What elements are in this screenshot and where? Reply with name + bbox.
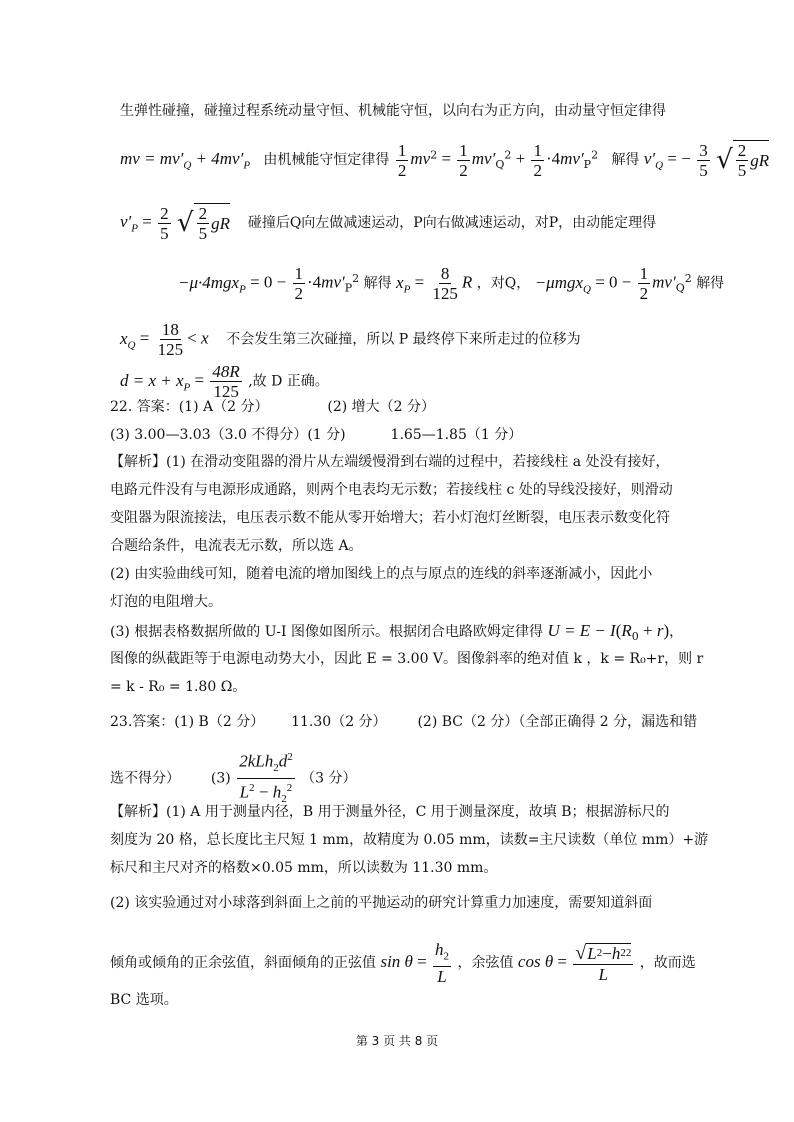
momentum-equation-line: mv = $mv'_Q + 4mv'_P$ 由机械能守恒定律得 $\frac{1}{2}$ $mv^2$ = $\frac{1}{2}$ $mv'_Q^2$ + $\frac{1}{2}$ $\cdot 4mv'_P^2$ 解得 $v'_Q$ = − $\frac{3}{5}$ √ 2 5 gR — [120, 140, 770, 180]
page-footer: 第 3 页 共 8 页 — [355, 1034, 439, 1048]
xq-line: $x_Q$ = $\frac{18}{125}$ < x 不会发生第三次碰撞，所以 P 最终停下来所走过的位移为 — [120, 320, 581, 359]
q23-answer-line: 23.答案：(1) B（2 分） 11.30（2 分） (2) BC（2 分）（全部正确得 2 分，漏选和错 — [110, 714, 698, 730]
analysis-line: (2) 该实验通过对小球落到斜面上之前的平抛运动的研究计算重力加速度，需要知道斜面 — [110, 895, 653, 911]
ohm-law-line: (3) 根据表格数据所做的 U-I 图像如图所示。根据闭合电路欧姆定律得 $U = E - I(R_0 + r)$， — [110, 621, 684, 643]
analysis-line: = k - R₀ = 1.80 Ω。 — [110, 679, 247, 695]
q23-formula-line: 选不得分） (3) $2kLh_2d^2$ $L^2 - h_2^2$ （3 分） — [110, 748, 357, 809]
analysis-line: 变阻器为限流接法，电压表示数不能从零开始增大；若小灯泡灯丝断裂，电压表示数变化符 — [110, 510, 670, 526]
analysis-line: 刻度为 20 格，总长度比主尺短 1 mm，故精度为 0.05 mm，读数=主尺读数（单位 mm）+游 — [110, 832, 709, 848]
q22-answer-line: 22. 答案：(1) A（2 分） (2) 增大（2 分） — [110, 399, 436, 415]
analysis-line: 标尺和主尺对齐的格数×0.05 mm，所以读数为 11.30 mm。 — [110, 860, 498, 876]
trig-line: 倾角或倾角的正余弦值，斜面倾角的正弦值 sin θ = $\frac{h_2}{L}$ ，余弦值 cos θ = √ L 2 − h 2 2 L ，故而选 — [110, 940, 696, 987]
work-energy-line: −μ·4mgx$_P$ = 0 − $\frac{1}{2}$ $\cdot 4mv'_P^2$ 解得 $x_P$ = $\frac{8}{125}$ R ，对Q， −μmgx$_Q$ = 0 − $\frac{1}{2}$ $mv'_Q^2$ 解得 — [178, 264, 725, 303]
q22-answer-line-2: (3) 3.00—3.03（3.0 不得分）(1 分) 1.65—1.85（1 分） — [110, 427, 523, 443]
analysis-line: 【解析】(1) A 用于测量内径，B 用于测量外径，C 用于测量深度，故填 B；根据游标尺的 — [110, 804, 670, 820]
analysis-line: 图像的纵截距等于电源电动势大小，因此 E = 3.00 V。图像斜率的绝对值 k ，k = R₀+r，则 r — [110, 651, 704, 667]
analysis-line: 【解析】(1) 在滑动变阻器的滑片从左端缓慢滑到右端的过程中，若接线柱 a 处没有接好， — [110, 454, 670, 470]
analysis-line: 灯泡的电阻增大。 — [110, 594, 222, 610]
text-line: 生弹性碰撞，碰撞过程系统动量守恒、机械能守恒，以向右为正方向，由动量守恒定律得 — [120, 103, 666, 119]
analysis-line: BC 选项。 — [110, 992, 178, 1008]
displacement-line: $d = x + x_P$ = $\frac{48R}{125}$ ,故 D 正确。 — [120, 362, 329, 401]
analysis-line: (2) 由实验曲线可知，随着电流的增加图线上的点与原点的连线的斜率逐渐减小，因此小 — [110, 566, 653, 582]
velocity-p-line: $v'_P$ = $\frac{2}{5}$ √ 2 5 gR 碰撞后Q向左做减速运动，P向右做减速运动，对P，由动能定理得 — [120, 203, 657, 243]
analysis-line: 电路元件没有与电源形成通路，则两个电表均无示数；若接线柱 c 处的导线没接好，则滑动 — [110, 482, 673, 498]
analysis-line: 合题给条件，电流表无示数，所以选 A。 — [110, 538, 363, 554]
